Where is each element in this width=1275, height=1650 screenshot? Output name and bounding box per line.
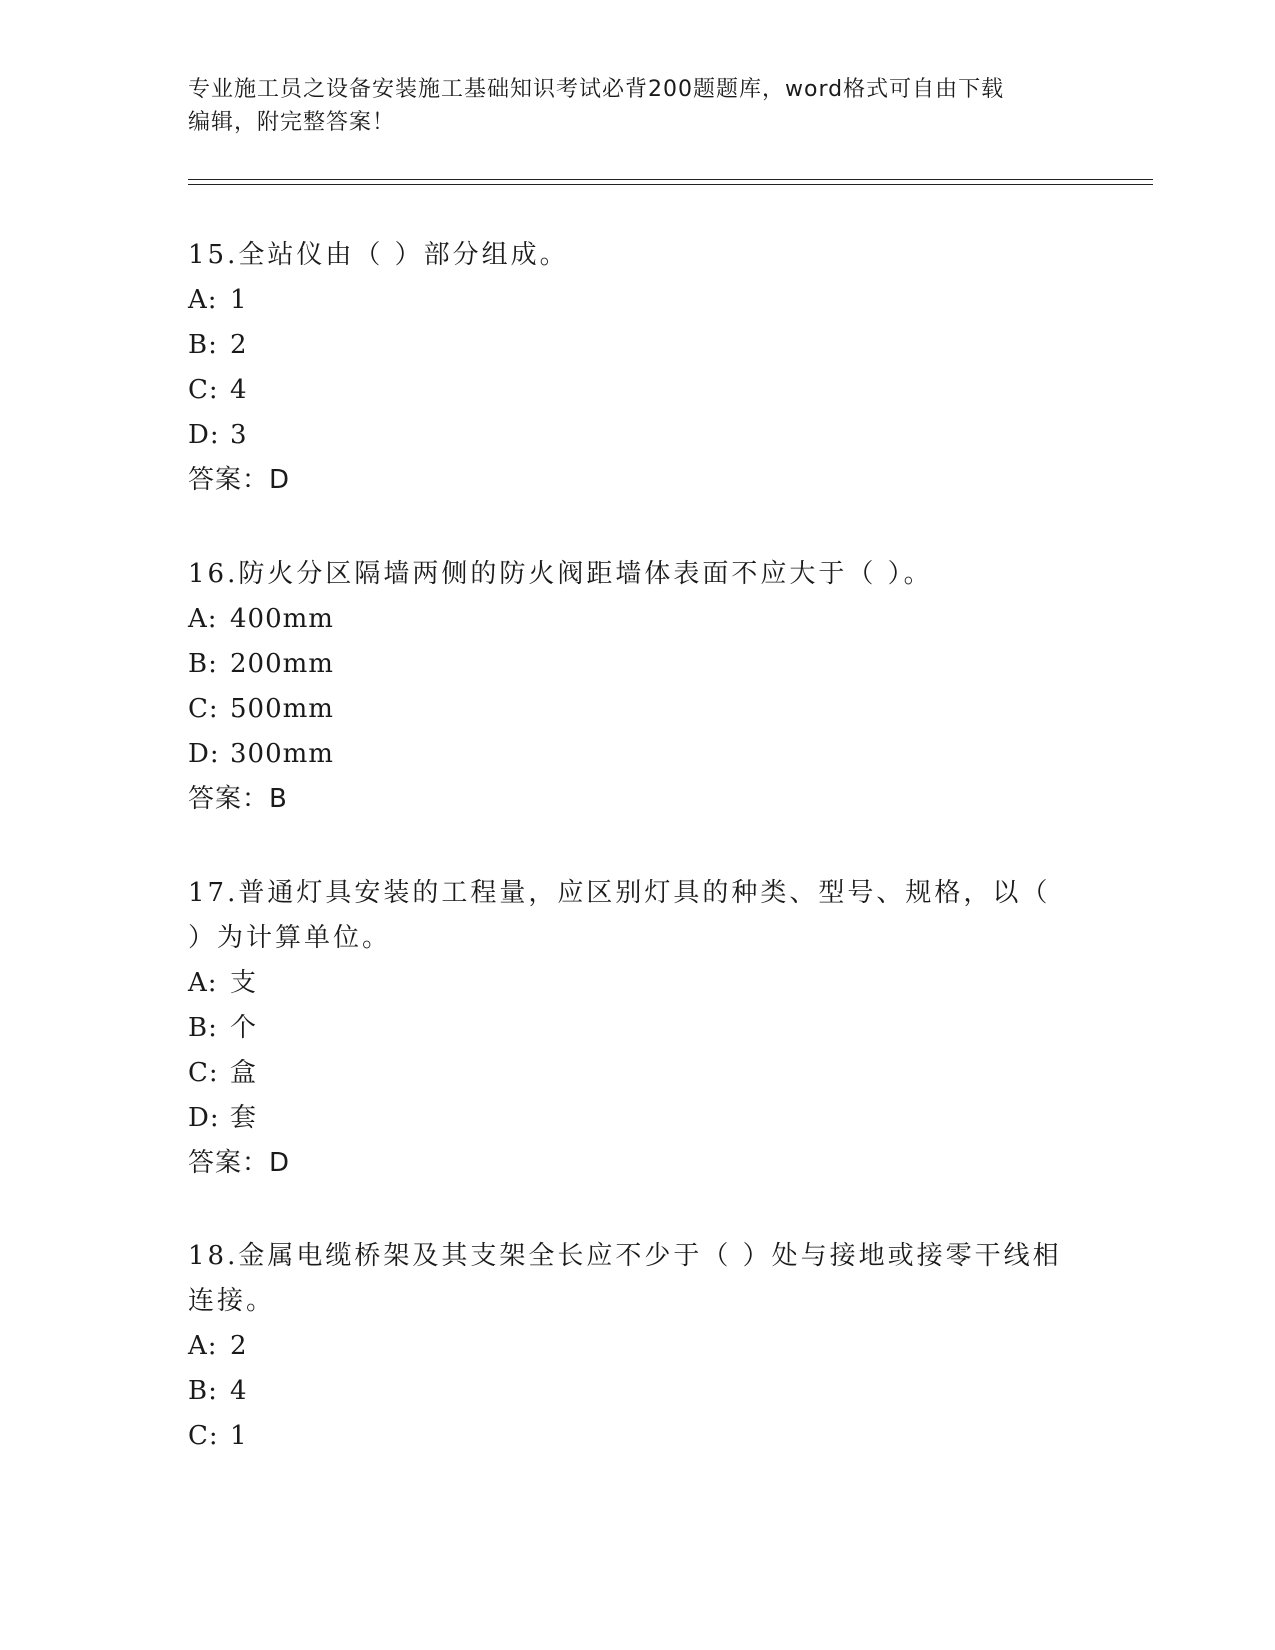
option-b [188, 1369, 1088, 1414]
option-letter: D: [188, 1103, 220, 1133]
option-letter: C: [188, 1421, 219, 1451]
option-letter: B: [188, 649, 218, 679]
option-a [188, 961, 1088, 1006]
option-letter: D: [188, 739, 220, 769]
document-header [188, 73, 1088, 139]
question-text-continued: ）为计算单位。 [188, 923, 392, 953]
answer-line: 答案：D [188, 1148, 291, 1178]
option-text: 1 [230, 285, 248, 315]
option-letter: C: [188, 694, 219, 724]
header-title-line2: 编辑，附完整答案！ [188, 110, 396, 135]
option-c [188, 1051, 1088, 1096]
header-title-line1: 专业施工员之设备安装施工基础知识考试必背200题题库，word格式可自由下载 [188, 77, 1005, 102]
option-letter: C: [188, 1058, 219, 1088]
option-letter: B: [188, 330, 218, 360]
header-divider-top [188, 179, 1153, 180]
option-text: 支 [230, 968, 258, 998]
question-text: 15.全站仪由（ ）部分组成。 [188, 240, 569, 270]
answer-line: 答案：D [188, 465, 291, 495]
question-17 [188, 871, 1088, 1186]
answer-line: 答案：B [188, 784, 288, 814]
option-b [188, 323, 1088, 368]
option-letter: B: [188, 1013, 218, 1043]
question-16 [188, 552, 1088, 822]
option-text: 套 [230, 1103, 258, 1133]
option-b [188, 642, 1088, 687]
option-c [188, 687, 1088, 732]
option-text: 400mm [230, 604, 334, 634]
option-text: 1 [230, 1421, 248, 1451]
option-a [188, 1324, 1088, 1369]
option-text: 2 [230, 1331, 248, 1361]
question-15 [188, 233, 1088, 503]
header-divider-bottom [188, 184, 1153, 185]
option-text: 盒 [230, 1058, 258, 1088]
option-c [188, 1414, 1088, 1459]
option-letter: A: [188, 285, 218, 315]
option-c [188, 368, 1088, 413]
option-text: 4 [230, 1376, 248, 1406]
option-d [188, 1096, 1088, 1141]
question-18 [188, 1234, 1088, 1459]
option-a [188, 278, 1088, 323]
option-letter: B: [188, 1376, 218, 1406]
option-d [188, 732, 1088, 777]
option-text: 200mm [230, 649, 334, 679]
option-letter: C: [188, 375, 219, 405]
option-text: 3 [230, 420, 248, 450]
option-text: 4 [230, 375, 248, 405]
question-text: 17.普通灯具安装的工程量，应区别灯具的种类、型号、规格，以（ [188, 878, 1051, 908]
question-text-continued: 连接。 [188, 1286, 276, 1316]
option-text: 2 [230, 330, 248, 360]
option-b [188, 1006, 1088, 1051]
question-text: 16.防火分区隔墙两侧的防火阀距墙体表面不应大于（ ）。 [188, 559, 933, 589]
option-letter: A: [188, 1331, 218, 1361]
option-letter: D: [188, 420, 220, 450]
option-text: 500mm [230, 694, 334, 724]
option-letter: A: [188, 968, 218, 998]
option-text: 个 [230, 1013, 258, 1043]
question-text: 18.金属电缆桥架及其支架全长应不少于（ ）处与接地或接零干线相 [188, 1241, 1062, 1271]
option-letter: A: [188, 604, 218, 634]
option-d [188, 413, 1088, 458]
option-a [188, 597, 1088, 642]
option-text: 300mm [230, 739, 334, 769]
